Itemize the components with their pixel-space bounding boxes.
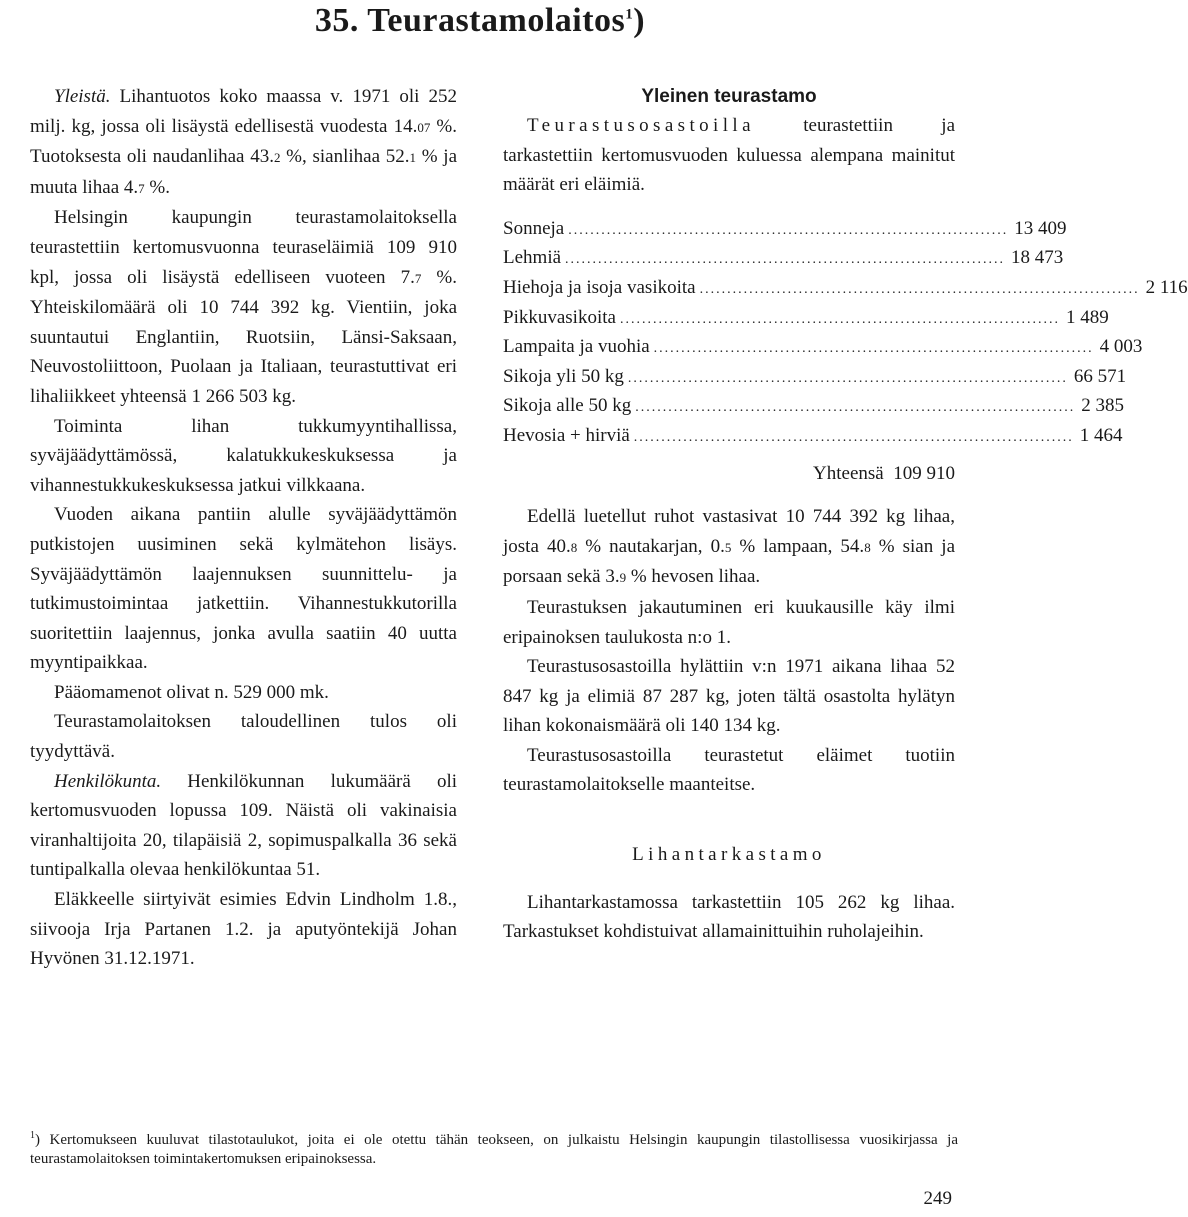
leader-dots: ................................................................................ (699, 281, 1140, 297)
animal-count-list (503, 214, 1188, 451)
animal-row (503, 362, 1127, 392)
text: %. Tuotoksesta oli naudanlihaa 43. (30, 115, 458, 168)
title-text: 35. Teurastamolaitos (314, 2, 626, 39)
leader-dots: ................................................................................ (653, 341, 1094, 357)
text: 8 (570, 539, 578, 555)
text: 2 (273, 150, 281, 166)
text: 9 (619, 570, 627, 586)
text: % ja muuta lihaa 4. (30, 146, 458, 198)
section-heading-inspection: Lihantarkastamo (632, 844, 826, 866)
paragraph-monthly: Teurastuksen jakautuminen eri kuukausille käy ilmi eripainoksen taulukosta n:o 1. (503, 596, 955, 648)
paragraph-renovation: Vuoden aikana pantiin alulle syväjäädyttämön putkistojen uusiminen sekä kylmätehon lisäys. Syväjäädyttämön laajennuksen suunnittelu- ja tutkimustoimintaa jatkettiin. Vihannestukkutorilla suoritettiin laajennus, jonka avulla saatiin 40 uutta myyntipaikkaa. (30, 504, 457, 674)
total-row (503, 459, 955, 489)
title-close: ) (633, 2, 646, 39)
animal-row (503, 243, 1064, 273)
text: Henkilökunnan lukumäärä oli kertomusvuoden lopussa 109. Näistä oli vakinaisia viranhaltijoita 20, tilapäisiä 2, sopimuspalkalla 36 sekä tuntipalkalla olevaa henkilökuntaa 51. (30, 770, 457, 881)
paragraph-retirements: Eläkkeelle siirtyivät esimies Edvin Lindholm 1.8., siivooja Irja Partanen 1.2. ja aputyöntekijä Johan Hyvönen 31.12.1971. (30, 889, 457, 970)
section-label-general: Yleistä. (54, 86, 111, 107)
paragraph-operations: Toiminta lihan tukkumyyntihallissa, syväjäädyttämössä, kalatukkukeskuksessa ja vihannestukkukeskuksessa jatkui vilkkaana. (30, 415, 457, 496)
text: 7 (414, 270, 422, 286)
text: % sian ja porsaan sekä 3. (503, 535, 956, 588)
section-label-staff: Henkilökunta. (54, 770, 162, 792)
total-label: Yhteensä (813, 462, 884, 484)
text: 8 (864, 539, 871, 555)
text: %, sianlihaa 52. (280, 146, 410, 168)
animal-row (503, 332, 1143, 362)
text: %. (144, 176, 170, 198)
left-column (30, 82, 457, 974)
animal-row (503, 391, 1124, 421)
animal-row (503, 421, 1123, 451)
animal-count: 66 571 (1073, 365, 1127, 387)
total-value: 109 910 (893, 462, 955, 484)
page-title (0, 2, 960, 40)
animal-count: 18 473 (1011, 247, 1064, 269)
paragraph-general (30, 82, 457, 203)
animal-label: Sikoja alle 50 kg (503, 395, 632, 417)
section-heading: Yleinen teurastamo (641, 86, 817, 107)
paragraph-result: Teurastamolaitoksen taloudellinen tulos oli tyydyttävä. (30, 711, 457, 763)
text: Helsingin kaupungin teurastamolaitoksella teurastettiin kertomusvuonna teuraseläimiä 109 910 kpl, jossa oli lisäystä edelliseen vuoteen 7. (30, 207, 457, 288)
leader-dots: ................................................................................ (619, 311, 1060, 327)
animal-row (503, 303, 1109, 333)
paragraph-transport: Teurastusosastoilla teurastetut eläimet tuotiin teurastamolaitokselle maanteitse. (503, 744, 955, 796)
animal-count: 2 116 (1145, 276, 1188, 298)
text: Teurastusosastoilla (527, 115, 755, 136)
paragraph-rejected: Teurastusosastoilla hylättiin v:n 1971 aikana lihaa 52 847 kg ja elimiä 87 287 kg, joten tältä osastolta hylätyn lihan kokonaismäärä oli 140 134 kg. (503, 656, 955, 737)
paragraph-capital: Pääomamenot olivat n. 529 000 mk. (54, 681, 329, 703)
animal-row (503, 214, 1067, 244)
text: 1 (409, 150, 417, 166)
animal-count: 2 385 (1081, 395, 1124, 417)
paragraph-meat-share (503, 502, 955, 593)
animal-count: 1 489 (1065, 306, 1109, 328)
text: 5 (724, 539, 732, 555)
right-column (503, 82, 1188, 947)
animal-label: Pikkuvasikoita (503, 306, 616, 328)
text: % lampaan, 54. (731, 535, 865, 557)
footnote-text: ) Kertomukseen kuuluvat tilastotaulukot, joita ei ole otettu tähän teokseen, on julkaistu Helsingin kaupungin tilastollisessa vuosikirjassa ja teurastamolaitoksen toimintakertomuksen eripainoksessa. (30, 1132, 958, 1167)
title-footnote-mark: 1 (625, 6, 634, 23)
animal-row (503, 273, 1188, 303)
paragraph-staff (30, 767, 457, 885)
text: Lihantuotos koko maassa v. 1971 oli 252 milj. kg, jossa oli lisäystä edellisestä vuodesta 14. (30, 86, 457, 137)
text: Edellä luetellut ruhot vastasivat 10 744 392 kg lihaa, josta 40. (503, 506, 955, 557)
animal-label: Hiehoja ja isoja vasikoita (503, 276, 696, 298)
text: 07 (417, 119, 431, 135)
animal-label: Lehmiä (503, 247, 562, 269)
leader-dots: ................................................................................ (627, 370, 1068, 386)
footnote-mark: 1 (30, 1130, 35, 1141)
animal-label: Lampaita ja vuohia (503, 336, 650, 358)
text: %. Yhteiskilomäärä oli 10 744 392 kg. Vientiin, joka suuntautui Englantiin, Ruotsiin, Länsi-Saksaan, Neuvostoliittoon, Puolaan ja Italiaan, teurastuttivat eri lihaliikkeet yhteensä 1 266 503 kg. (30, 266, 458, 407)
leader-dots: ................................................................................ (568, 222, 1009, 238)
leader-dots: ................................................................................ (565, 252, 1006, 268)
paragraph-inspection: Lihantarkastamossa tarkastettiin 105 262 kg lihaa. Tarkastukset kohdistuivat allamainittuihin ruholajeihin. (503, 891, 955, 943)
animal-label: Sonneja (503, 217, 565, 239)
text: 7 (138, 180, 145, 196)
text: % hevosen lihaa. (626, 566, 761, 588)
animal-count: 13 409 (1014, 217, 1067, 239)
animal-count: 1 464 (1079, 424, 1123, 446)
page-number: 249 (923, 1188, 952, 1209)
text: teurastettiin ja tarkastettiin kertomusvuoden kuluessa alempana mainitut määrät eri eläimiä. (503, 115, 955, 196)
animal-label: Sikoja yli 50 kg (503, 365, 624, 387)
animal-count: 4 003 (1099, 336, 1143, 358)
text: % nautakarjan, 0. (577, 535, 725, 557)
paragraph-intro (503, 111, 955, 200)
paragraph-slaughter (30, 203, 457, 411)
leader-dots: ................................................................................ (633, 429, 1074, 445)
animal-label: Hevosia + hirviä (503, 424, 630, 446)
leader-dots: ................................................................................ (635, 400, 1076, 416)
footnote (30, 1126, 958, 1169)
